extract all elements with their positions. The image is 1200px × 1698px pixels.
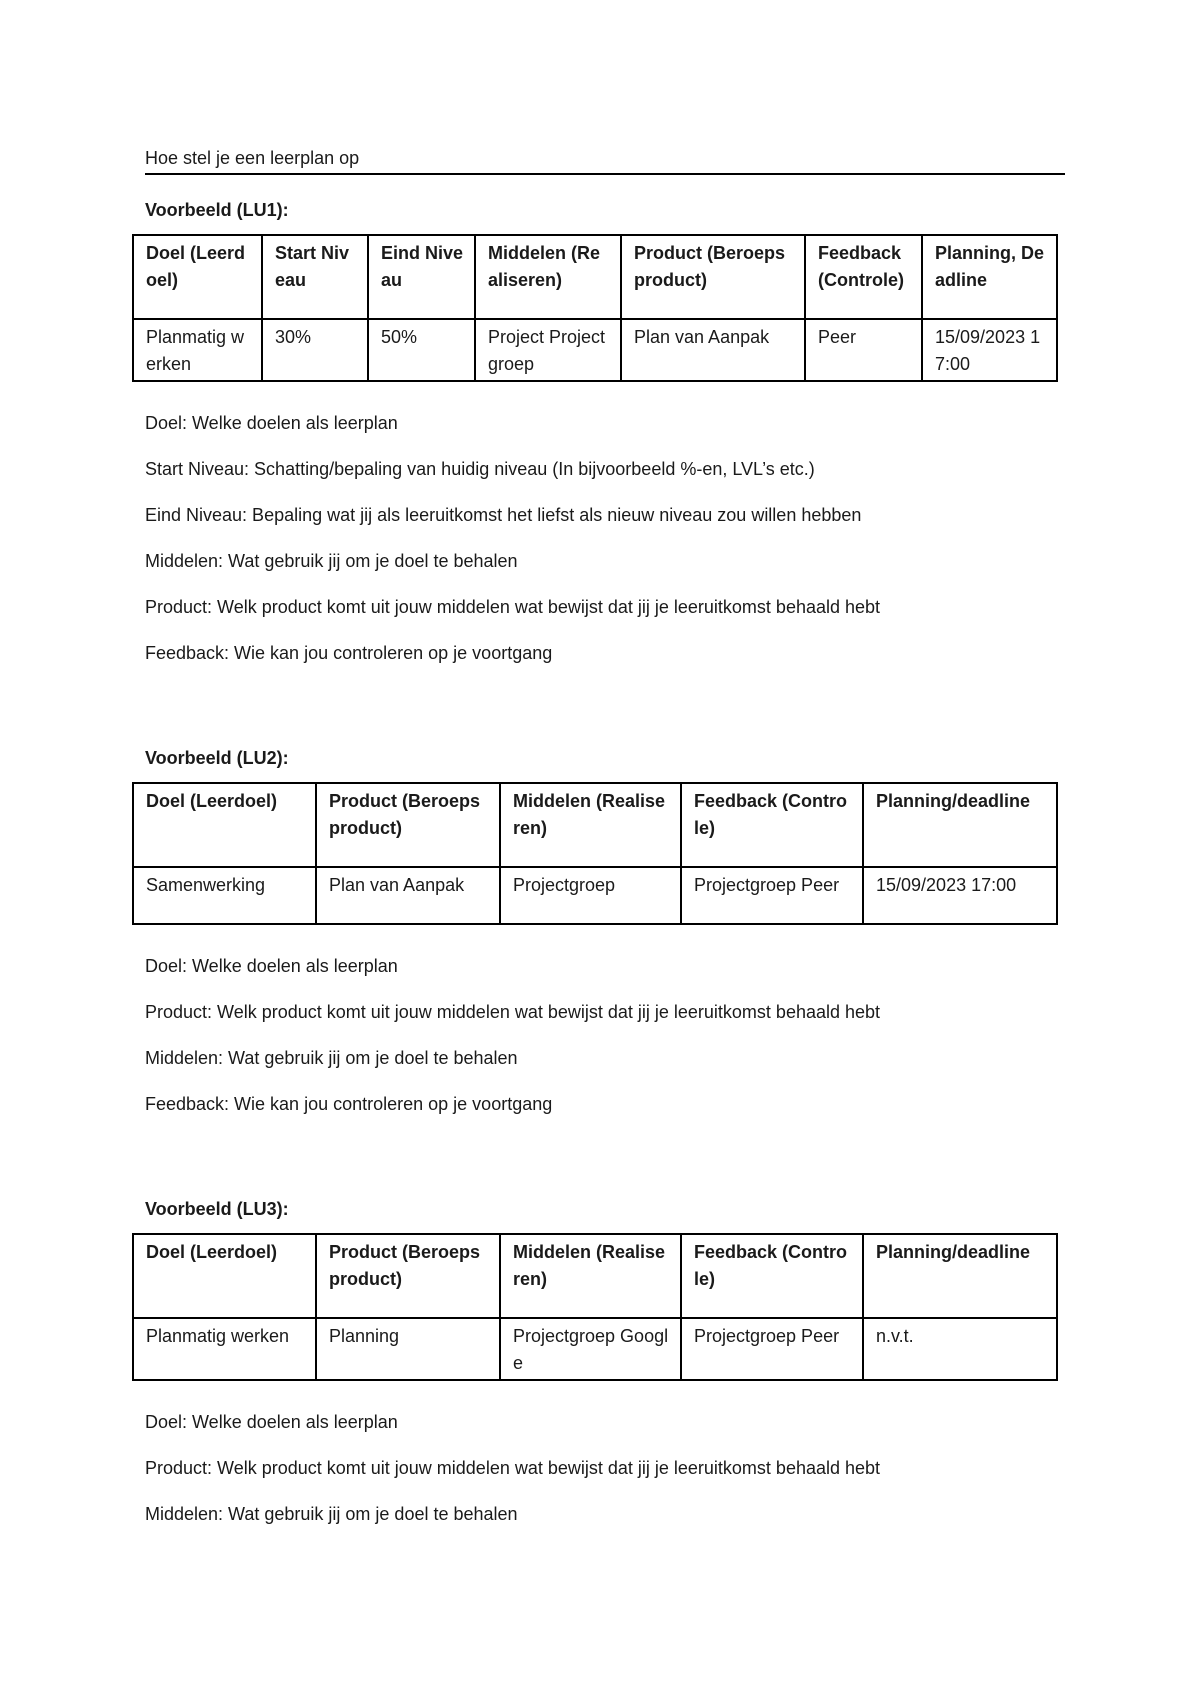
description-line: Doel: Welke doelen als leerplan (145, 956, 398, 976)
header-cell: Doel (Leerdoel) (133, 1234, 316, 1318)
table-cell: Planmatig werken (133, 1318, 316, 1380)
description-line: Eind Niveau: Bepaling wat jij als leeruitkomst het liefst als nieuw niveau zou willen hebben (145, 505, 862, 525)
section-heading-lu3: Voorbeeld (LU3): (145, 1199, 289, 1219)
document-title: Hoe stel je een leerplan op (145, 146, 1065, 175)
header-cell: Planning/deadline (863, 783, 1057, 867)
description-line: Middelen: Wat gebruik jij om je doel te behalen (145, 1504, 518, 1524)
header-cell: Doel (Leerdoel) (133, 783, 316, 867)
section-heading-lu1: Voorbeeld (LU1): (145, 200, 289, 220)
description-line: Doel: Welke doelen als leerplan (145, 413, 398, 433)
description-line: Product: Welk product komt uit jouw middelen wat bewijst dat jij je leeruitkomst behaald hebt (145, 597, 881, 617)
table-cell: Projectgroep Peer (681, 867, 863, 924)
table-lu1 (132, 234, 1058, 382)
description-list-lu2 (145, 953, 1065, 1118)
description-list-lu3 (145, 1409, 1065, 1528)
table-cell: 15/09/2023 17:00 (863, 867, 1057, 924)
description-line: Middelen: Wat gebruik jij om je doel te behalen (145, 1048, 518, 1068)
table-lu2 (132, 782, 1058, 925)
description-line: Feedback: Wie kan jou controleren op je voortgang (145, 643, 553, 663)
table-cell: Samenwerking (133, 867, 316, 924)
table-cell: Plan van Aanpak (621, 319, 805, 381)
header-cell: Planning/deadline (863, 1234, 1057, 1318)
header-cell: Feedback (Controle) (805, 235, 922, 319)
header-cell: Middelen (Realiseren) (475, 235, 621, 319)
section-heading-lu2: Voorbeeld (LU2): (145, 748, 289, 768)
table-lu3 (132, 1233, 1058, 1381)
header-cell: Start Niveau (262, 235, 368, 319)
description-line: Product: Welk product komt uit jouw middelen wat bewijst dat jij je leeruitkomst behaald hebt (145, 1458, 881, 1478)
header-cell: Planning, Deadline (922, 235, 1057, 319)
table-row (133, 1318, 1057, 1380)
table-cell: Planning (316, 1318, 500, 1380)
header-cell: Feedback (Controle) (681, 1234, 863, 1318)
header-cell: Feedback (Controle) (681, 783, 863, 867)
header-cell: Product (Beroepsproduct) (621, 235, 805, 319)
table-cell: Projectgroep (500, 867, 681, 924)
table-cell: 30% (262, 319, 368, 381)
table-cell: Peer (805, 319, 922, 381)
description-line: Start Niveau: Schatting/bepaling van huidig niveau (In bijvoorbeeld %-en, LVL’s etc.) (145, 459, 815, 479)
table-header-row (133, 783, 1057, 867)
section-spacer (145, 1137, 1065, 1196)
section-spacer (145, 686, 1065, 745)
document-content (145, 146, 1065, 1547)
table-cell: Planmatig werken (133, 319, 262, 381)
table-cell: Projectgroep Google (500, 1318, 681, 1380)
table-cell: Projectgroep Peer (681, 1318, 863, 1380)
table-row (133, 867, 1057, 924)
description-line: Doel: Welke doelen als leerplan (145, 1412, 398, 1432)
table-cell: Project Projectgroep (475, 319, 621, 381)
header-cell: Eind Niveau (368, 235, 475, 319)
table-cell: 15/09/2023 17:00 (922, 319, 1057, 381)
header-cell: Doel (Leerdoel) (133, 235, 262, 319)
table-header-row (133, 235, 1057, 319)
table-cell: 50% (368, 319, 475, 381)
header-cell: Middelen (Realiseren) (500, 1234, 681, 1318)
header-cell: Middelen (Realiseren) (500, 783, 681, 867)
table-row (133, 319, 1057, 381)
description-list-lu1 (145, 410, 1065, 667)
table-cell: n.v.t. (863, 1318, 1057, 1380)
description-line: Feedback: Wie kan jou controleren op je voortgang (145, 1094, 553, 1114)
table-cell: Plan van Aanpak (316, 867, 500, 924)
header-cell: Product (Beroepsproduct) (316, 783, 500, 867)
table-header-row (133, 1234, 1057, 1318)
description-line: Middelen: Wat gebruik jij om je doel te behalen (145, 551, 518, 571)
header-cell: Product (Beroepsproduct) (316, 1234, 500, 1318)
description-line: Product: Welk product komt uit jouw middelen wat bewijst dat jij je leeruitkomst behaald hebt (145, 1002, 881, 1022)
